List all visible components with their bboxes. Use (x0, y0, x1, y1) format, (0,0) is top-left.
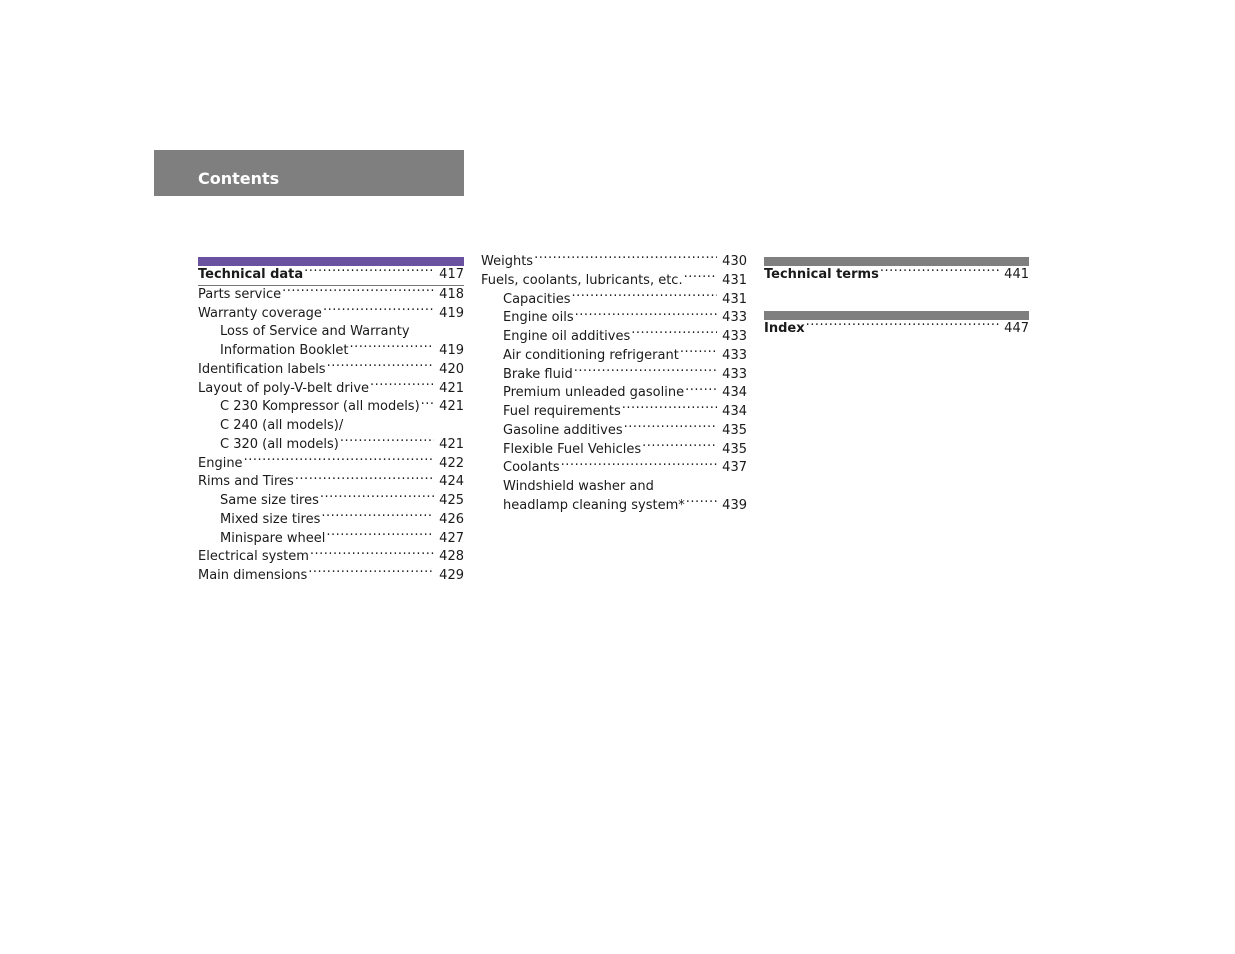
toc-entry-label: Gasoline additives (503, 422, 623, 438)
toc-entry-label-line1[interactable]: Windshield washer and (503, 479, 654, 494)
toc-entry-parts-service[interactable] (198, 286, 464, 305)
toc-entry-label: Engine (198, 455, 243, 471)
toc-entry-air-conditioning-refrigerant[interactable] (481, 347, 747, 366)
toc-entry-technical-data[interactable] (198, 266, 464, 286)
section-bar-technical-terms (764, 257, 1029, 266)
toc-entry-gasoline-additives[interactable] (481, 422, 747, 441)
toc-entry-page: 433 (722, 366, 747, 382)
toc-entry-page: 418 (439, 286, 464, 302)
toc-entry-page: 435 (722, 422, 747, 438)
toc-entry-label: headlamp cleaning system* (503, 497, 685, 513)
toc-entry-weights[interactable] (481, 253, 747, 272)
dot-leader (295, 473, 434, 485)
toc-entry-label: Technical data (198, 267, 304, 282)
toc-entry-index[interactable] (764, 320, 1029, 339)
toc-entry-technical-terms[interactable] (764, 266, 1029, 285)
dot-leader (308, 567, 434, 579)
toc-entry-page: 425 (439, 493, 464, 508)
toc-entry-information-booklet[interactable] (198, 342, 464, 361)
dot-leader (622, 403, 717, 415)
toc-entry-layout-poly-v-belt[interactable] (198, 380, 464, 399)
toc-entry-minispare-wheel[interactable] (198, 530, 464, 549)
dot-leader (320, 492, 434, 504)
toc-entry-label: Capacities (503, 291, 571, 307)
toc-entry-label: Warranty coverage (198, 305, 322, 321)
toc-entry-page: 424 (439, 474, 464, 490)
toc-entry-label: Weights (481, 254, 534, 269)
toc-entry-label: Electrical system (198, 549, 309, 565)
toc-entry-page: 429 (439, 568, 464, 583)
toc-entry-label: C 320 (all models) (220, 436, 339, 452)
toc-entry-label: Brake fluid (503, 366, 573, 382)
dot-leader (572, 291, 717, 303)
toc-entry-coolants[interactable] (481, 459, 747, 478)
toc-entry-page: 434 (722, 404, 747, 419)
toc-entry-label: Same size tires (220, 493, 319, 508)
toc-entry-page: 422 (439, 455, 464, 471)
toc-entry-label: Engine oils (503, 310, 574, 326)
toc-entry-label: Layout of poly-V-belt drive (198, 380, 370, 396)
toc-entry-label: C 230 Kompressor (all models) (220, 399, 420, 415)
dot-leader (624, 422, 717, 434)
section-bar-index (764, 311, 1029, 320)
toc-entry-page: 433 (722, 347, 747, 363)
dot-leader (574, 366, 717, 378)
toc-entry-page: 421 (439, 399, 464, 415)
dot-leader (244, 455, 434, 467)
toc-entry-page: 435 (722, 441, 747, 457)
toc-entry-page: 433 (722, 329, 747, 344)
dot-leader (370, 380, 434, 392)
toc-entry-premium-unleaded-gasoline[interactable] (481, 384, 747, 403)
toc-entry-page: 419 (439, 343, 464, 358)
toc-entry-mixed-size-tires[interactable] (198, 511, 464, 530)
toc-entry-page: 421 (439, 380, 464, 396)
dot-leader (880, 266, 999, 278)
toc-entry-label: Engine oil additives (503, 329, 631, 344)
toc-entry-rims-and-tires[interactable] (198, 473, 464, 492)
toc-entry-fuel-requirements[interactable] (481, 403, 747, 422)
dot-leader (575, 309, 717, 321)
dot-leader (806, 320, 999, 332)
toc-entry-page: 417 (439, 267, 464, 282)
toc-entry-page: 441 (1004, 267, 1029, 282)
toc-entry-page: 421 (439, 436, 464, 452)
toc-entry-page: 439 (722, 497, 747, 513)
toc-entry-label: Coolants (503, 460, 560, 476)
toc-entry-label: Identification labels (198, 361, 326, 377)
toc-entry-label: Fuels, coolants, lubricants, etc. (481, 272, 683, 288)
dot-leader (421, 398, 434, 410)
dot-leader (327, 361, 434, 373)
dot-leader (684, 272, 717, 284)
dot-leader (349, 342, 434, 354)
contents-header (154, 150, 464, 196)
toc-entry-label: Air conditioning refrigerant (503, 347, 679, 363)
dot-leader (680, 347, 717, 359)
toc-entry-main-dimensions[interactable] (198, 567, 464, 586)
toc-column-3 (764, 253, 1029, 339)
toc-entry-label: Technical terms (764, 267, 879, 282)
section-spacer (764, 285, 1029, 307)
toc-entry-label: Parts service (198, 286, 282, 302)
page-title: Contents (198, 169, 280, 188)
toc-entry-capacities[interactable] (481, 291, 747, 310)
dot-leader (323, 305, 434, 317)
dot-leader (310, 548, 434, 560)
toc-entry-page: 419 (439, 305, 464, 321)
toc-entry-label: Index (764, 320, 805, 336)
toc-entry-label-line1[interactable]: C 240 (all models)/ (220, 418, 344, 433)
toc-entry-engine-oils[interactable] (481, 309, 747, 328)
toc-entry-page: 431 (722, 272, 747, 288)
toc-entry-page: 430 (722, 254, 747, 269)
dot-leader (561, 459, 717, 471)
toc-entry-page: 433 (722, 310, 747, 326)
toc-entry-page: 426 (439, 511, 464, 527)
toc-entry-page: 428 (439, 549, 464, 565)
dot-leader (642, 441, 717, 453)
toc-entry-headlamp-cleaning-system[interactable] (481, 497, 747, 516)
toc-entry-identification-labels[interactable] (198, 361, 464, 380)
toc-entry-page: 431 (722, 291, 747, 307)
toc-entry-page: 427 (439, 530, 464, 546)
toc-entry-label-line1[interactable]: Loss of Service and Warranty (220, 324, 410, 340)
dot-leader (321, 511, 434, 523)
dot-leader (686, 497, 717, 509)
toc-entry-brake-fluid[interactable] (481, 366, 747, 385)
toc-entry-engine[interactable] (198, 455, 464, 474)
dot-leader (631, 328, 717, 340)
toc-entry-page: 437 (722, 460, 747, 476)
toc-entry-page: 447 (1004, 320, 1029, 336)
toc-entry-label: Mixed size tires (220, 511, 321, 527)
toc-entry-engine-oil-additives[interactable] (481, 328, 747, 347)
toc-entry-fuels-coolants[interactable] (481, 272, 747, 291)
toc-entry-c320[interactable] (198, 436, 464, 455)
toc-entry-c230-kompressor[interactable] (198, 398, 464, 417)
toc-entry-page: 434 (722, 385, 747, 401)
toc-entry-warranty-coverage[interactable] (198, 305, 464, 324)
toc-column-2 (481, 253, 747, 516)
dot-leader (326, 530, 434, 542)
toc-entry-label: Information Booklet (220, 343, 349, 358)
toc-entry-same-size-tires[interactable] (198, 492, 464, 511)
toc-entry-label: Flexible Fuel Vehicles (503, 441, 642, 457)
section-bar-technical-data (198, 257, 464, 266)
dot-leader (304, 266, 434, 278)
toc-entry-label: Main dimensions (198, 568, 308, 583)
dot-leader (534, 253, 717, 265)
dot-leader (340, 436, 434, 448)
toc-entry-flexible-fuel-vehicles[interactable] (481, 441, 747, 460)
toc-entry-electrical-system[interactable] (198, 548, 464, 567)
toc-entry-page: 420 (439, 361, 464, 377)
dot-leader (685, 384, 717, 396)
toc-entry-label: Premium unleaded gasoline (503, 385, 685, 401)
dot-leader (282, 286, 434, 298)
toc-entry-label: Fuel requirements (503, 404, 621, 419)
toc-entry-label: Rims and Tires (198, 474, 294, 490)
toc-entry-label: Minispare wheel (220, 530, 326, 546)
toc-column-1 (198, 253, 464, 586)
